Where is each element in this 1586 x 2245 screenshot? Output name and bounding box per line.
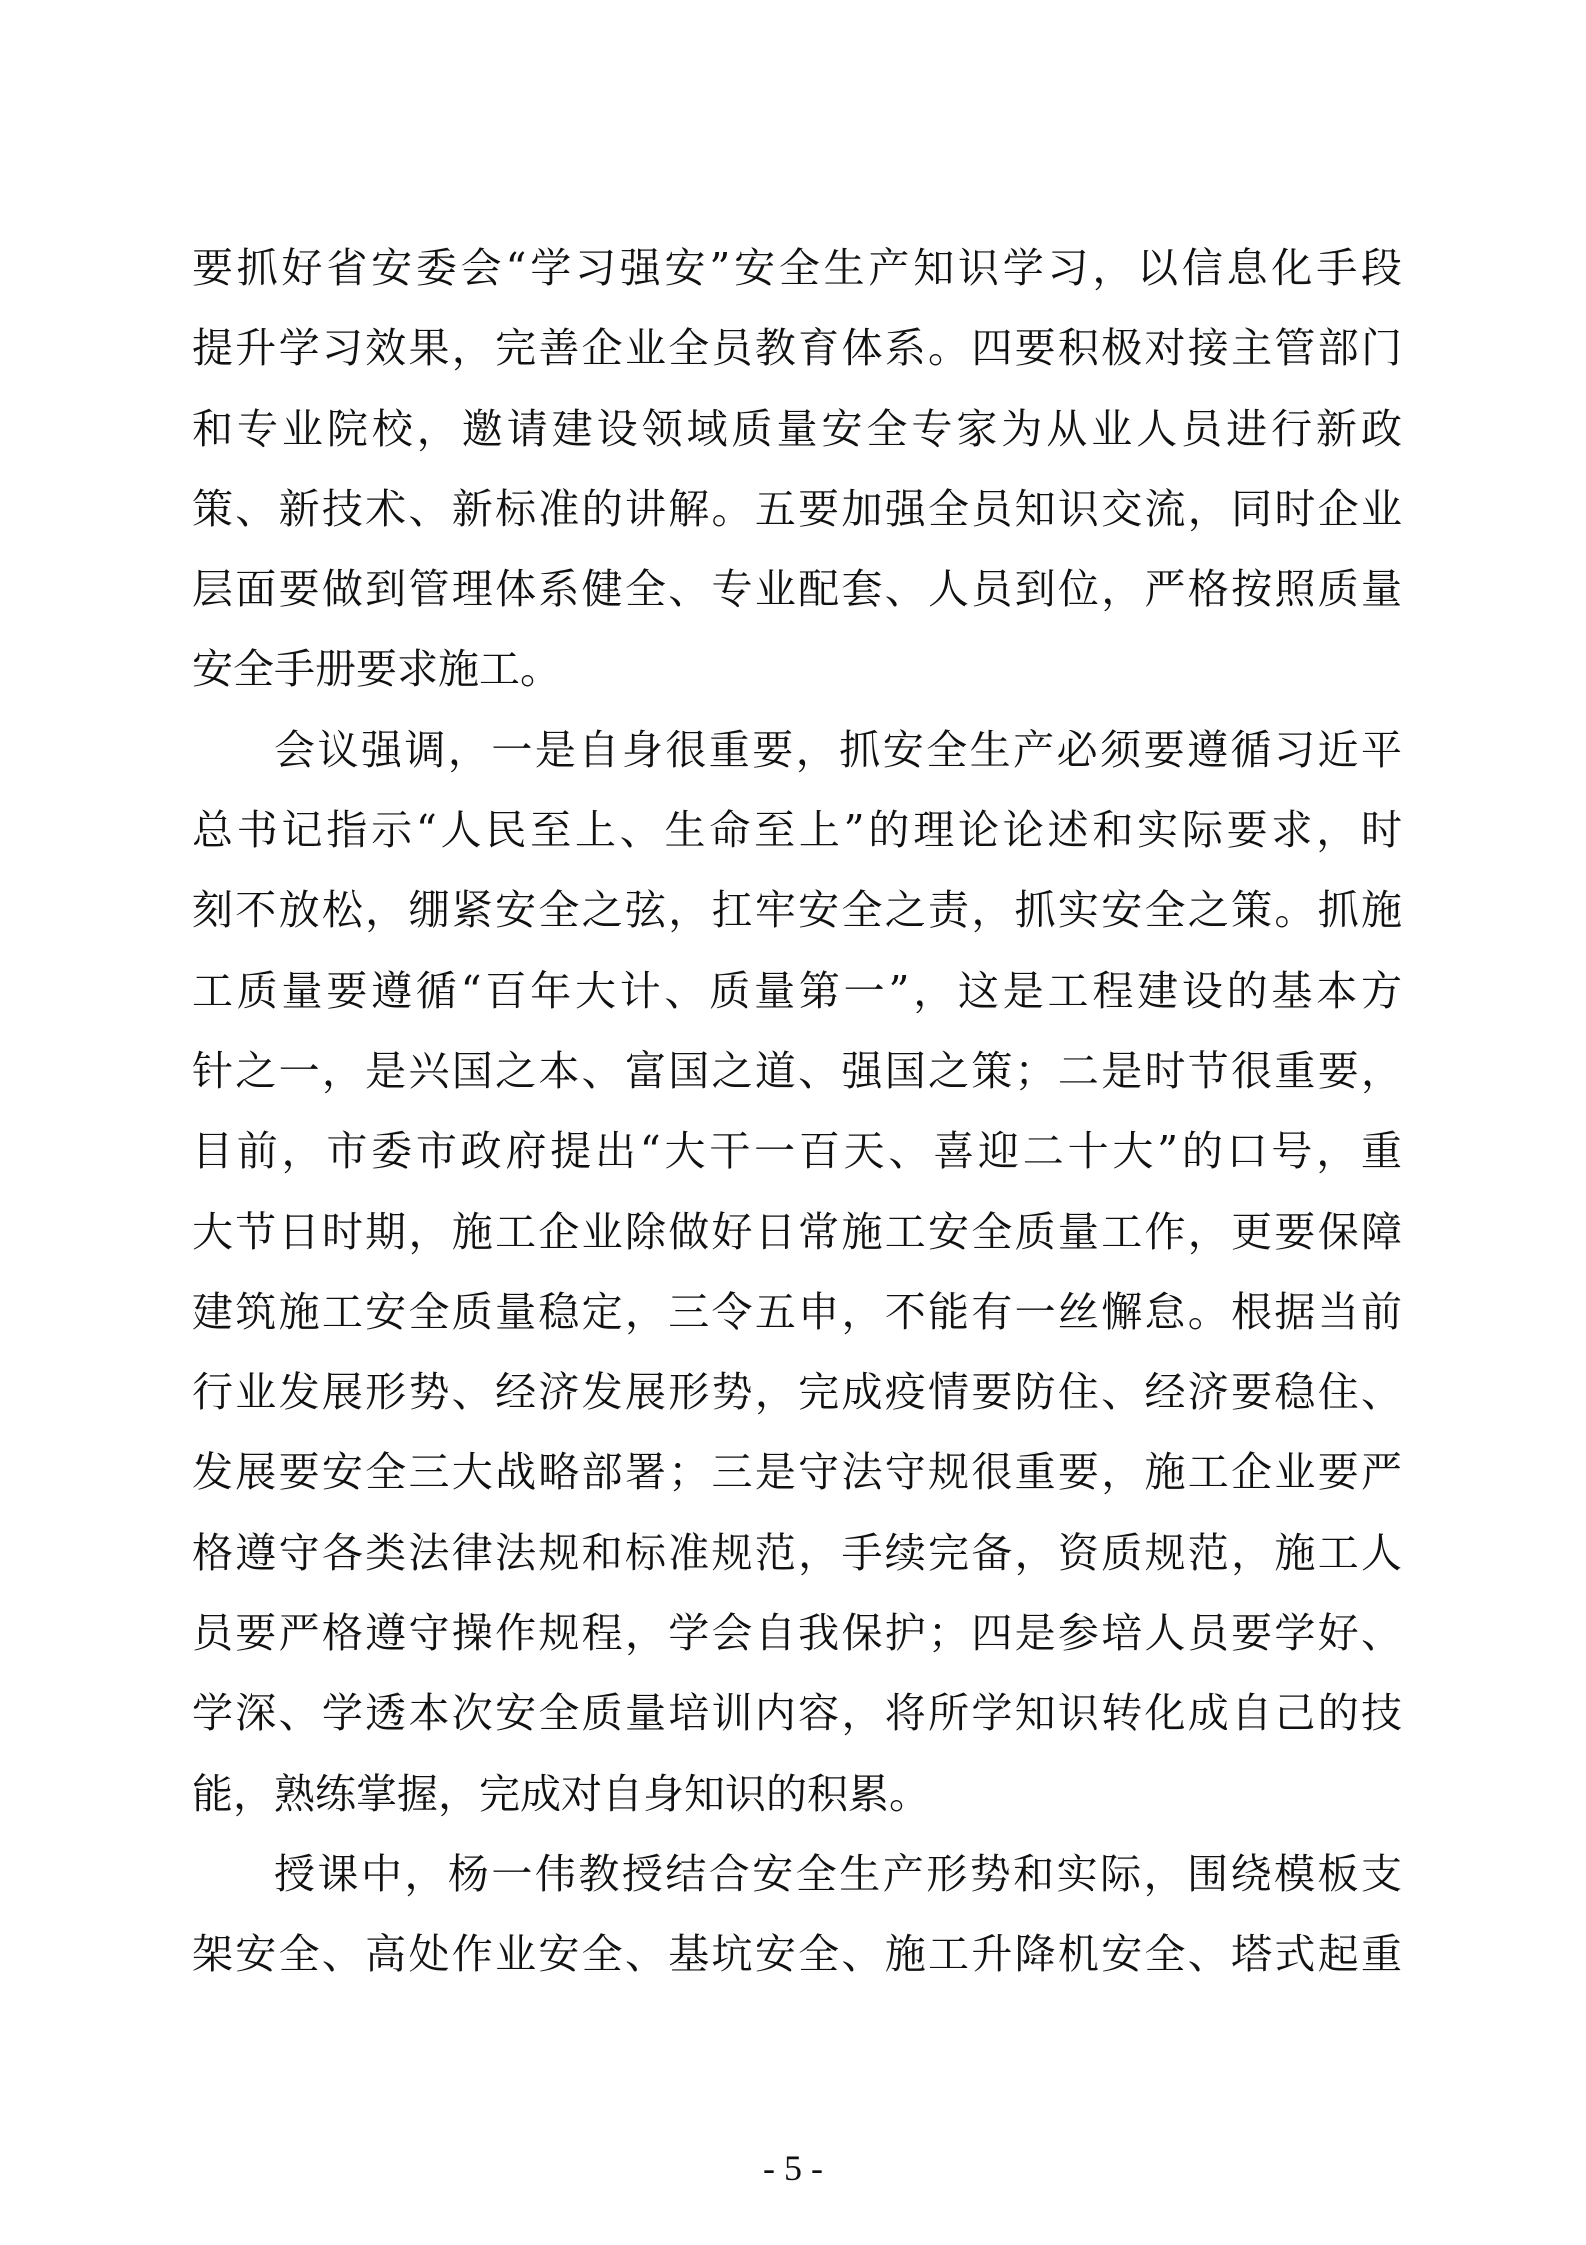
paragraph-start-line: 授课中，杨一伟教授结合安全生产形势和实际，围绕模板支 <box>274 1849 1402 1898</box>
text-line: 大节日时期，施工企业除做好日常施工安全质量工作，更要保障 <box>192 1207 1402 1256</box>
body-text <box>192 228 1402 1995</box>
text-line: 工质量要遵循“百年大计、质量第一”，这是工程建设的基本方 <box>192 966 1402 1015</box>
text-line: 建筑施工安全质量稳定，三令五申，不能有一丝懈怠。根据当前 <box>192 1287 1402 1336</box>
text-line: 格遵守各类法律法规和标准规范，手续完备，资质规范，施工人 <box>192 1528 1402 1577</box>
text-line: 员要严格遵守操作规程，学会自我保护；四是参培人员要学好、 <box>192 1609 1402 1658</box>
text-line: 架安全、高处作业安全、基坑安全、施工升降机安全、塔式起重 <box>192 1930 1402 1979</box>
text-line: 提升学习效果，完善企业全员教育体系。四要积极对接主管部门 <box>192 324 1402 373</box>
text-line: 安全手册要求施工。 <box>192 645 561 694</box>
text-line: 刻不放松，绷紧安全之弦，扛牢安全之责，抓实安全之策。抓施 <box>192 886 1402 935</box>
text-line: 要抓好省安委会“学习强安”安全生产知识学习，以信息化手段 <box>192 244 1402 292</box>
text-line: 和专业院校，邀请建设领域质量安全专家为从业人员进行新政 <box>192 404 1402 453</box>
text-line: 层面要做到管理体系健全、专业配套、人员到位，严格按照质量 <box>192 565 1402 614</box>
text-line: 行业发展形势、经济发展形势，完成疫情要防住、经济要稳住、 <box>192 1368 1402 1417</box>
text-line: 策、新技术、新标准的讲解。五要加强全员知识交流，同时企业 <box>192 484 1402 533</box>
text-line: 发展要安全三大战略部署；三是守法守规很重要，施工企业要严 <box>192 1448 1402 1497</box>
page-number: - 5 - <box>763 2148 823 2188</box>
text-line: 学深、学透本次安全质量培训内容，将所学知识转化成自己的技 <box>192 1689 1402 1738</box>
text-line: 针之一，是兴国之本、富国之道、强国之策；二是时节很重要， <box>192 1046 1402 1095</box>
text-line: 能，熟练掌握，完成对自身知识的积累。 <box>192 1769 930 1818</box>
text-line: 总书记指示“人民至上、生命至上”的理论论述和实际要求，时 <box>192 806 1402 855</box>
paragraph-start-line: 会议强调，一是自身很重要，抓安全生产必须要遵循习近平 <box>274 725 1402 774</box>
text-line: 目前，市委市政府提出“大干一百天、喜迎二十大”的口号，重 <box>192 1127 1402 1176</box>
